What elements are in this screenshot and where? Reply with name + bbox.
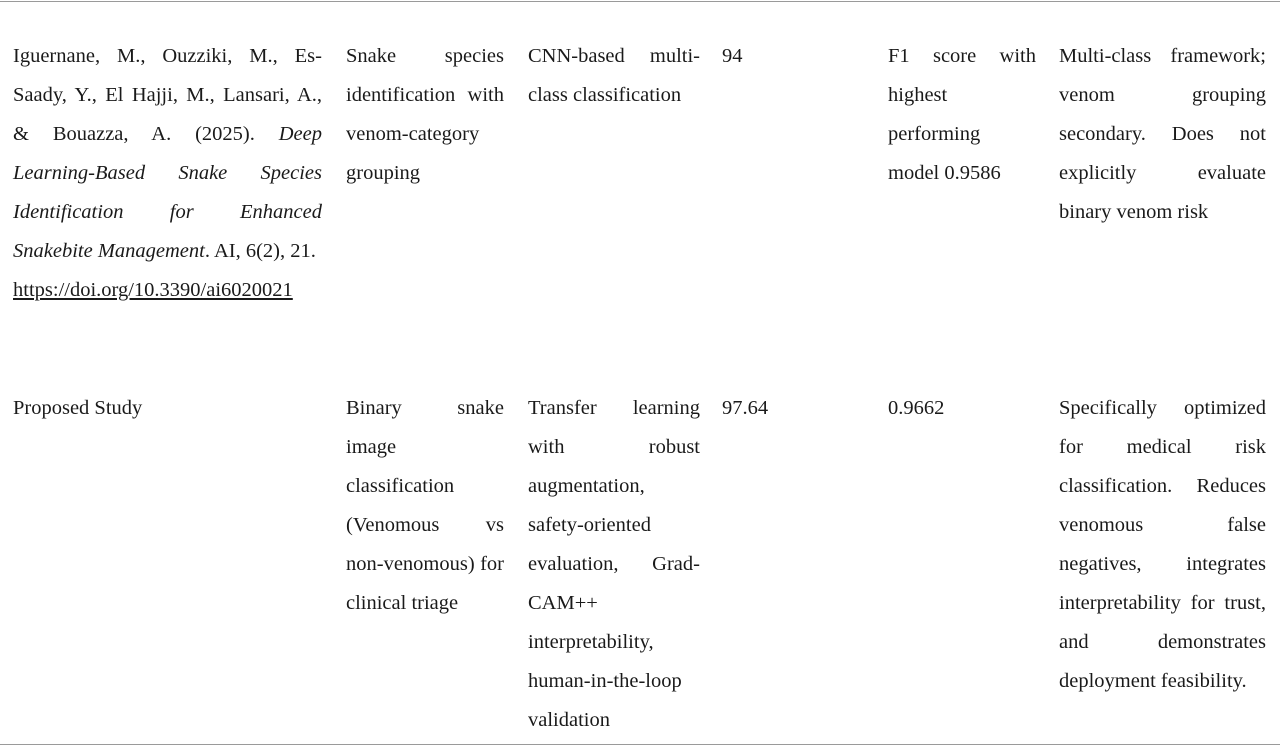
row-1-method: CNN-based multi-class classification: [528, 45, 700, 106]
row-1-accuracy: 94: [722, 45, 743, 67]
row-1-citation: [13, 37, 322, 310]
row-2-method: Transfer learning with robust augmentation, safety-oriented evaluation, Grad-CAM++ interpretability, human-in-the-loop validation: [528, 397, 700, 731]
row-1-citation-journal: . AI, 6(2), 21.: [204, 240, 316, 262]
row-2-accuracy: 97.64: [722, 397, 769, 419]
row-2-citation: Proposed Study: [13, 397, 143, 419]
row-1-citation-title: Deep Learning-Based Snake Species Identification for Enhanced Snakebite Management: [13, 123, 323, 262]
row-1-citation-authors: Iguernane, M., Ouzziki, M., Es-Saady, Y., El Hajji, M., Lansari, A., & Bouazza, A. (2025).: [13, 45, 322, 145]
row-2-remarks: Specifically optimized for medical risk classification. Reduces venomous false negatives, integrates interpretability for trust, and demonstrates deployment feasibility.: [1059, 397, 1266, 692]
table-bottom-rule: [0, 744, 1280, 745]
row-1-doi-link[interactable]: https://doi.org/10.3390/ai6020021: [13, 279, 293, 301]
row-2-task: Binary snake image classification (Venomous vs non-venomous) for clinical triage: [346, 397, 504, 614]
row-1-task: Snake species identification with venom-category grouping: [346, 45, 504, 184]
row-2-f1: 0.9662: [888, 397, 945, 419]
table-top-rule: [0, 1, 1280, 2]
row-1-remarks: Multi-class framework; venom grouping secondary. Does not explicitly evaluate binary venom risk: [1059, 45, 1266, 223]
row-1-f1: F1 score with highest performing model 0.9586: [888, 45, 1036, 184]
